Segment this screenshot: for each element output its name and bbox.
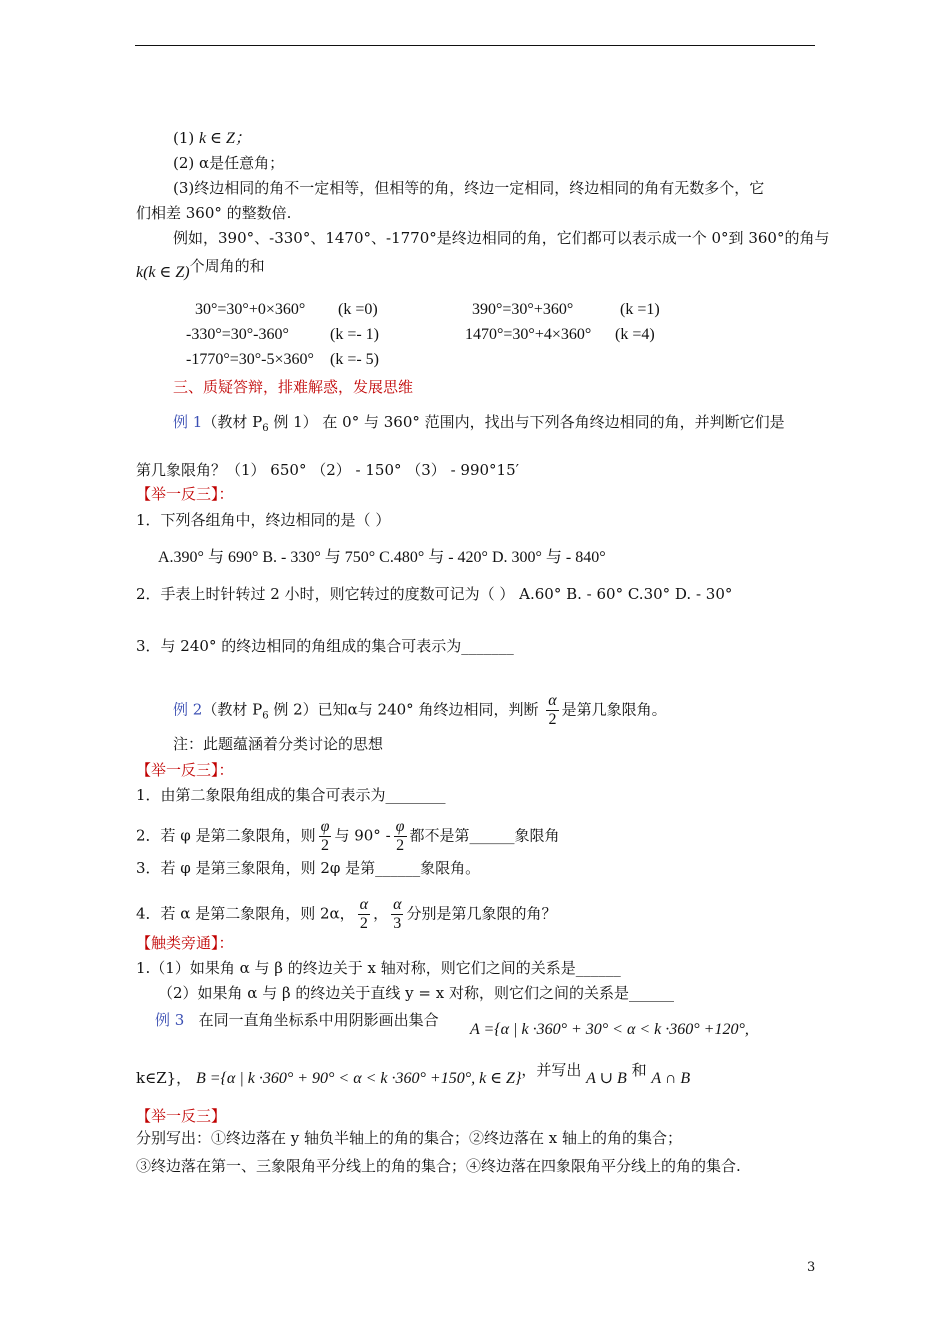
example-2: 例 2（教材 $P_6$ 例 2）已知α与 240° 角终边相同，判断 $\frac{\alpha}{2}$ 是第几象限角。	[173, 692, 667, 728]
example-line-2: k(k ∈ Z)个周角的和	[136, 257, 265, 281]
practice-heading-3: 【举一反三】	[136, 1107, 227, 1125]
point-3-cont: 们相差 360° 的整数倍.	[136, 204, 292, 222]
point-1: (1) k ∈ Z；	[173, 129, 251, 147]
equation-4: 1470°=30°+4×360°	[465, 326, 592, 343]
question-3: 3．与 240° 的终边相同的角组成的集合可表示为_______	[136, 637, 514, 655]
equation-5: -1770°=30°-5×360°	[186, 351, 314, 368]
practice-4: 4．若 α 是第二象限角，则 2α， $\frac{\alpha}{2}$ ， $\frac{\alpha}{3}$ 分别是第几象限的角？	[136, 896, 557, 932]
note: 注：此题蕴涵着分类讨论的思想	[173, 735, 384, 753]
practice-3: 3．若 φ 是第三象限角，则 2φ 是第______象限角。	[136, 859, 481, 877]
extension-1: 1.（1）如果角 α 与 β 的终边关于 x 轴对称，则它们之间的关系是______	[136, 959, 621, 977]
fraction: $\frac{\alpha}{2}$	[548, 692, 557, 728]
equation-2: 390°=30°+360°	[472, 301, 574, 318]
equation-1: 30°=30°+0×360°	[195, 301, 306, 318]
example-3: 例 3 在同一直角坐标系中用阴影画出集合	[155, 1011, 439, 1029]
point-2: (2) α是任意角；	[173, 154, 285, 172]
section-heading: 三、质疑答辩，排难解惑，发展思维	[173, 378, 414, 396]
task-line-2: ③终边落在第一、三象限角平分线上的角的集合；④终边落在四象限角平分线上的角的集合.	[136, 1157, 741, 1175]
example-line: 例如，390°、-330°、1470°、-1770°是终边相同的角，它们都可以表示成一个 0°到 360°的角与	[173, 229, 830, 247]
question-2: 2．手表上时针转过 2 小时，则它转过的度数可记为（ ） A.60° B. - 60° C.30° D. - 30°	[136, 585, 733, 603]
equation-5-k: (k =- 5)	[330, 351, 380, 368]
equation-4-k: (k =4)	[615, 326, 655, 343]
question-1: 1．下列各组角中，终边相同的是（ ）	[136, 511, 391, 529]
practice-heading-2: 【举一反三】：	[136, 761, 234, 779]
example-1: 例 1（教材 $P_6$ 例 1） 在 0° 与 360° 范围内，找出与下列各角终边相同的角，并判断它们是	[173, 413, 785, 434]
equation-1-k: (k =0)	[338, 301, 378, 318]
header-rule	[135, 45, 815, 46]
example-3-cont: k∈Z}， B ={α | k ·360° + 90° < α < k ·360° +150°, k ∈ Z}，并写出 A ∪ B 和 A ∩ B	[136, 1061, 691, 1087]
practice-2: 2．若 φ 是第二象限角，则 $\frac{\varphi}{2}$ 与 90° - $\frac{\varphi}{2}$ 都不是第______象限角	[136, 818, 560, 854]
extension-2: （2）如果角 α 与 β 的终边关于直线 y = x 对称，则它们之间的关系是______	[158, 984, 674, 1002]
extension-heading: 【触类旁通】：	[136, 934, 234, 952]
example-1-cont: 第几象限角？（1） 650° （2） - 150° （3） - 990°15′	[136, 461, 520, 479]
page-number: 3	[807, 1260, 816, 1275]
point-3: (3)终边相同的角不一定相等，但相等的角，终边一定相同，终边相同的角有无数多个，它	[173, 179, 765, 197]
task-line-1: 分别写出：①终边落在 y 轴负半轴上的角的集合；②终边落在 x 轴上的角的集合；	[136, 1129, 683, 1147]
equation-3-k: (k =- 1)	[330, 326, 380, 343]
equation-2-k: (k =1)	[620, 301, 660, 318]
practice-1: 1．由第二象限角组成的集合可表示为________	[136, 786, 446, 804]
question-1-options: A.390° 与 690° B. - 330° 与 750° C.480° 与 - 420° D. 300° 与 - 840°	[158, 549, 606, 566]
practice-heading-1: 【举一反三】：	[136, 485, 234, 503]
equation-3: -330°=30°-360°	[186, 326, 289, 343]
set-a: A ={α | k ·360° + 30° < α < k ·360° +120°,	[470, 1021, 749, 1038]
